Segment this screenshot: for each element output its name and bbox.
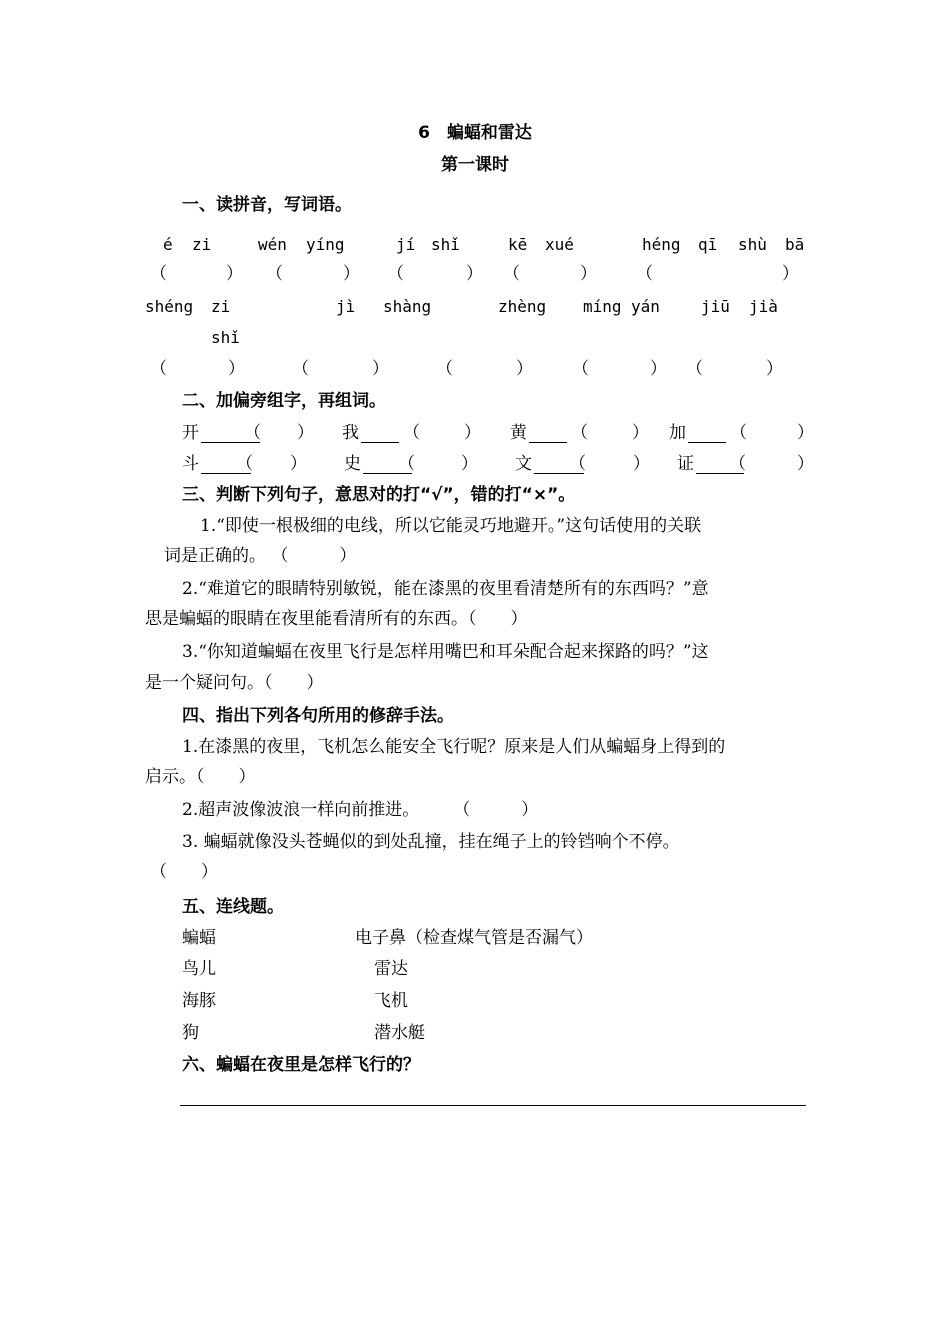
rhetoric-q1-line2: 启示。（ ）: [145, 767, 256, 787]
pinyin: jià: [749, 297, 778, 316]
section2-heading: 二、加偏旁组字，再组词。: [182, 391, 386, 411]
pinyin: zi: [192, 235, 212, 254]
judge-q1-line2: 词是正确的。 （ ）: [164, 546, 357, 566]
radical-char: 黄: [510, 423, 527, 443]
paren-open: （: [150, 359, 167, 379]
radical-blank[interactable]: [361, 442, 399, 443]
paren-open: （: [572, 359, 589, 379]
paren-open: （: [729, 454, 746, 474]
paren-open: （: [236, 454, 253, 474]
pinyin: jí: [396, 235, 416, 254]
pinyin: kē: [508, 235, 528, 254]
paren-open: （: [571, 423, 588, 443]
match-right-item[interactable]: 潜水艇: [374, 1023, 425, 1043]
paren-close: ）: [464, 423, 481, 443]
pinyin: shéng: [145, 297, 194, 316]
paren-open: （: [398, 454, 415, 474]
rhetoric-q3-line1: 3. 蝙蝠就像没头苍蝇似的到处乱撞，挂在绳子上的铃铛响个不停。: [182, 832, 680, 852]
page-title: 6 蝙蝠和雷达: [418, 123, 532, 143]
pinyin: shù: [738, 235, 767, 254]
pinyin: bā: [785, 235, 805, 254]
pinyin: shàng: [383, 297, 432, 316]
paren-close: ）: [580, 264, 597, 284]
paren-close: ）: [766, 359, 783, 379]
paren-close: ）: [228, 359, 245, 379]
paren-close: ）: [782, 264, 799, 284]
paren-open: （: [292, 359, 309, 379]
judge-q3-line1: 3.“你知道蝙蝠在夜里飞行是怎样用嘴巴和耳朵配合起来探路的吗？”这: [182, 642, 709, 662]
pinyin: shǐ: [431, 235, 460, 254]
judge-q1-line1: 1.“即使一根极细的电线，所以它能灵巧地避开。”这句话使用的关联: [200, 516, 702, 536]
rhetoric-q2: 2.超声波像波浪一样向前推进。 （ ）: [182, 800, 539, 820]
paren-open: （: [150, 264, 167, 284]
pinyin: yán: [631, 297, 660, 316]
radical-char: 史: [344, 454, 361, 474]
section6-heading: 六、蝙蝠在夜里是怎样飞行的？: [182, 1055, 420, 1075]
pinyin: jì: [336, 297, 356, 316]
radical-char: 加: [669, 423, 686, 443]
radical-blank[interactable]: [688, 442, 726, 443]
radical-blank[interactable]: [529, 442, 567, 443]
match-left-item[interactable]: 狗: [182, 1023, 199, 1043]
judge-q3-line2: 是一个疑问句。（ ）: [145, 673, 324, 693]
rhetoric-q3-line2: （ ）: [150, 862, 218, 882]
match-left-item[interactable]: 鸟儿: [182, 959, 216, 979]
paren-open: （: [569, 454, 586, 474]
paren-open: （: [503, 264, 520, 284]
paren-close: ）: [290, 454, 307, 474]
paren-close: ）: [466, 264, 483, 284]
answer-line[interactable]: [180, 1105, 806, 1106]
paren-close: ）: [632, 423, 649, 443]
judge-q2-line1: 2.“难道它的眼睛特别敏锐，能在漆黑的夜里看清楚所有的东西吗？”意: [182, 579, 709, 599]
section3-heading: 三、判断下列句子，意思对的打“√”，错的打“×”。: [182, 485, 576, 505]
pinyin: zi: [211, 297, 231, 316]
paren-close: ）: [343, 264, 360, 284]
pinyin: shǐ: [211, 328, 240, 347]
paren-open: （: [244, 423, 261, 443]
paren-close: ）: [650, 359, 667, 379]
radical-char: 斗: [182, 454, 199, 474]
page-subtitle: 第一课时: [441, 155, 509, 175]
paren-close: ）: [297, 423, 314, 443]
paren-close: ）: [226, 264, 243, 284]
paren-open: （: [636, 264, 653, 284]
section1-heading: 一、读拼音，写词语。: [182, 195, 352, 215]
paren-close: ）: [461, 454, 478, 474]
rhetoric-q1-line1: 1.在漆黑的夜里，飞机怎么能安全飞行呢？原来是人们从蝙蝠身上得到的: [182, 737, 726, 757]
pinyin: yíng: [306, 235, 345, 254]
paren-close: ）: [372, 359, 389, 379]
paren-open: （: [266, 264, 283, 284]
paren-open: （: [686, 359, 703, 379]
section5-heading: 五、连线题。: [182, 897, 284, 917]
radical-char: 文: [515, 454, 532, 474]
paren-open: （: [403, 423, 420, 443]
paren-close: ）: [797, 423, 814, 443]
pinyin: héng: [642, 235, 681, 254]
match-left-item[interactable]: 蝙蝠: [182, 928, 216, 948]
paren-open: （: [387, 264, 404, 284]
match-right-item[interactable]: 电子鼻（检查煤气管是否漏气）: [355, 928, 593, 948]
match-right-item[interactable]: 飞机: [374, 991, 408, 1011]
pinyin: jiū: [701, 297, 730, 316]
radical-char: 我: [342, 423, 359, 443]
paren-close: ）: [633, 454, 650, 474]
paren-open: （: [730, 423, 747, 443]
paren-open: （: [436, 359, 453, 379]
pinyin: míng: [583, 297, 622, 316]
pinyin: zhèng: [498, 297, 547, 316]
pinyin: é: [163, 235, 173, 254]
paren-close: ）: [516, 359, 533, 379]
radical-char: 开: [182, 423, 199, 443]
pinyin: xué: [545, 235, 574, 254]
match-left-item[interactable]: 海豚: [182, 991, 216, 1011]
match-right-item[interactable]: 雷达: [374, 959, 408, 979]
section4-heading: 四、指出下列各句所用的修辞手法。: [182, 706, 454, 726]
pinyin: qī: [698, 235, 718, 254]
radical-char: 证: [677, 454, 694, 474]
pinyin: wén: [258, 235, 287, 254]
paren-close: ）: [797, 454, 814, 474]
judge-q2-line2: 思是蝙蝠的眼睛在夜里能看清所有的东西。（ ）: [145, 609, 528, 629]
